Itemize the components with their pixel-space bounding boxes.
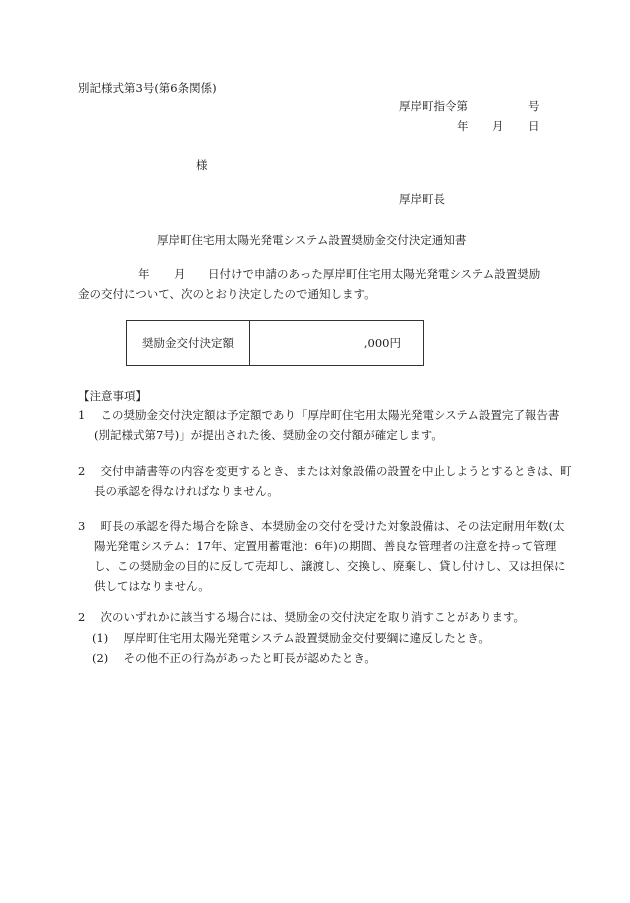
body-year: 年 [138, 267, 150, 281]
note-text: 町長の承認を得た場合を除き、本奨励金の交付を受けた対象設備は、その法定耐用年数(太陽光発電システム：17年、定置用蓄電池：6年)の期間、善良な管理者の注意を持って管理し、この奨励金の目的に反して売却し、譲渡し、交換し、廃棄し、貸し付けし、又は担保に供してはなりません。 [94, 519, 566, 593]
sub-item [92, 650, 376, 666]
date-month: 月 [492, 119, 504, 133]
order-number-prefix: 厚岸町指令第 [399, 99, 468, 113]
sub-item-text: その他不正の行為があったと町長が認めたとき。 [123, 651, 376, 665]
notes-heading: 【注意事項】 [78, 389, 147, 403]
note-number: 3 [78, 519, 86, 533]
date-year: 年 [457, 119, 469, 133]
body-month: 月 [174, 267, 186, 281]
note-text: この奨励金交付決定額は予定額であり「厚岸町住宅用太陽光発電システム設置完了報告書(別記様式第7号)」が提出された後、奨励金の交付額が確定します。 [94, 408, 560, 442]
date-day: 日 [528, 119, 540, 133]
note-item [78, 516, 572, 596]
note-number: 2 [78, 610, 86, 624]
note-text: 次のいずれかに該当する場合には、奨励金の交付決定を取り消すことがあります。 [100, 610, 526, 624]
note-number: 2 [78, 464, 86, 478]
note-item [78, 405, 572, 445]
recipient-honorific: 様 [196, 158, 208, 172]
order-number-suffix: 号 [528, 99, 540, 113]
sub-item-text: 厚岸町住宅用太陽光発電システム設置奨励金交付要綱に違反したとき。 [123, 631, 490, 645]
sub-item-number: (2) [92, 651, 109, 665]
amount-table [126, 320, 424, 366]
sub-item-number: (1) [92, 631, 109, 645]
note-item [78, 607, 572, 627]
issuer-name: 厚岸町長 [399, 192, 445, 206]
body-line-1: 日付けで申請のあった厚岸町住宅用太陽光発電システム設置奨励 [208, 267, 541, 281]
sub-item [92, 630, 490, 646]
amount-label: 奨励金交付決定額 [127, 321, 250, 366]
amount-value: ,000円 [250, 321, 424, 366]
note-text: 交付申請書等の内容を変更するとき、または対象設備の設置を中止しようとするときは、町長の承認を得なければなりません。 [94, 464, 572, 498]
body-line-2: 金の交付について、次のとおり決定したので通知します。 [78, 287, 376, 301]
document-title: 厚岸町住宅用太陽光発電システム設置奨励金交付決定通知書 [157, 233, 467, 247]
form-number: 別記様式第3号(第6条関係) [78, 81, 217, 95]
note-number: 1 [78, 408, 86, 422]
note-item [78, 461, 572, 501]
